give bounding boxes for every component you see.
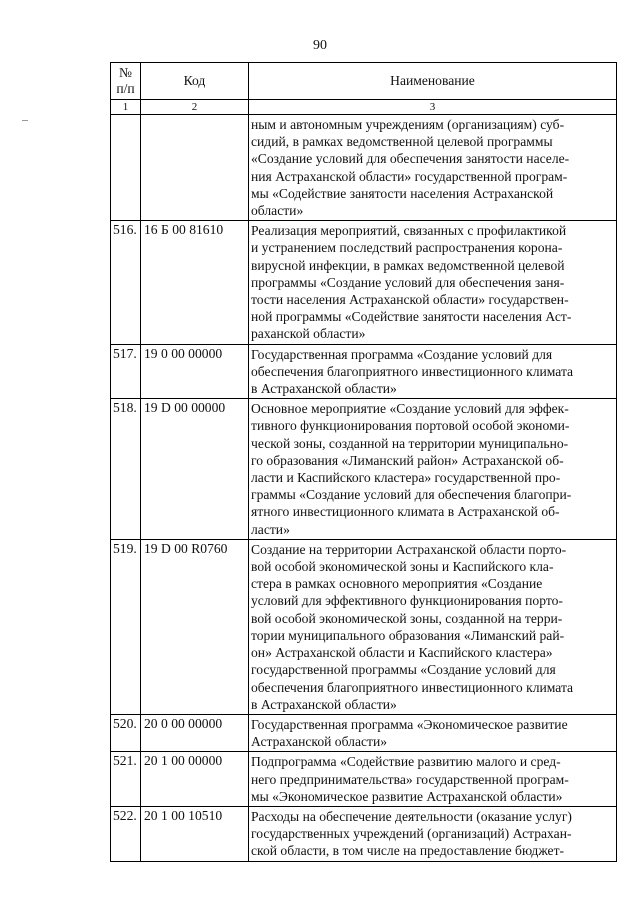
row-number: 522. xyxy=(111,806,141,861)
header-num: № п/п xyxy=(111,63,141,100)
header-code: Код xyxy=(141,63,249,100)
name-line: раханской области» xyxy=(251,326,366,342)
name-line: ласти и Каспийского кластера» государственной про- xyxy=(251,470,561,486)
row-number: 516. xyxy=(111,221,141,344)
column-index-row xyxy=(111,100,617,115)
row-number: 520. xyxy=(111,714,141,751)
name-line: ным и автономным учреждениям (организациям) суб- xyxy=(251,117,565,132)
row-code xyxy=(141,115,249,221)
name-line: Создание на территории Астраханской области порто- xyxy=(251,541,567,557)
row-code: 16 Б 00 81610 xyxy=(141,221,249,344)
name-line: Подпрограмма «Содействие развитию малого и сред- xyxy=(251,754,561,770)
row-name xyxy=(249,752,617,807)
row-code: 20 1 00 00000 xyxy=(141,752,249,807)
name-line: тории муниципального образования «Лиманский рай- xyxy=(251,627,565,643)
table-row xyxy=(111,399,617,540)
name-line: граммы «Создание условий для обеспечения благопри- xyxy=(251,487,572,503)
name-line: Основное мероприятие «Создание условий для эффек- xyxy=(251,401,569,417)
row-name xyxy=(249,115,617,221)
header-row xyxy=(111,63,617,100)
name-line: в Астраханской области» xyxy=(251,696,397,712)
name-line: и устранением последствий распространения корона- xyxy=(251,240,563,256)
row-code: 20 1 00 10510 xyxy=(141,806,249,861)
table-row xyxy=(111,806,617,861)
name-line: ской области, в том числе на предоставление бюджет- xyxy=(251,843,565,859)
row-name xyxy=(249,806,617,861)
name-line: го образования «Лиманский район» Астраханской об- xyxy=(251,452,564,468)
table-body xyxy=(111,115,617,862)
row-number: 518. xyxy=(111,399,141,540)
row-name xyxy=(249,399,617,540)
page-number: 90 xyxy=(313,38,327,53)
name-line: ятного инвестиционного климата в Астраханской об- xyxy=(251,504,560,520)
table-row xyxy=(111,752,617,807)
name-line: ческой зоны, созданной на территории муниципально- xyxy=(251,435,569,451)
name-line: мы «Содействие занятости населения Астраханской xyxy=(251,185,554,201)
name-line: сидий, в рамках ведомственной целевой программы xyxy=(251,134,553,150)
name-line: стера в рамках основного мероприятия «Создание xyxy=(251,576,543,592)
name-line: ной программы «Содействие занятости населения Аст- xyxy=(251,309,572,325)
row-code: 19 D 00 00000 xyxy=(141,399,249,540)
name-line: тивного функционирования портовой особой экономи- xyxy=(251,418,570,434)
name-line: в Астраханской области» xyxy=(251,381,397,397)
margin-mark xyxy=(22,120,28,121)
name-line: программы «Создание условий для обеспечения заня- xyxy=(251,274,565,290)
name-line: вирусной инфекции, в рамках ведомственной целевой xyxy=(251,257,565,273)
column-index: 1 xyxy=(111,100,141,115)
name-line: него предпринимательства» государственной програм- xyxy=(251,771,569,787)
row-name xyxy=(249,221,617,344)
table-row xyxy=(111,539,617,714)
name-line: государственной программы «Создание условий для xyxy=(251,662,556,678)
name-line: Государственная программа «Экономическое развитие xyxy=(251,716,568,732)
row-number: 517. xyxy=(111,344,141,399)
row-number: 519. xyxy=(111,539,141,714)
row-name xyxy=(249,344,617,399)
table-row xyxy=(111,344,617,399)
row-name xyxy=(249,714,617,751)
row-code: 19 0 00 00000 xyxy=(141,344,249,399)
name-line: государственных учреждений (организаций) Астрахан- xyxy=(251,826,572,842)
name-line: обеспечения благоприятного инвестиционного климата xyxy=(251,679,574,695)
row-number xyxy=(111,115,141,221)
name-line: вой особой экономической зоны, созданной на терри- xyxy=(251,610,563,626)
budget-classification-table xyxy=(110,62,617,862)
name-line: мы «Экономическое развитие Астраханской области» xyxy=(251,788,563,804)
name-line: ласти» xyxy=(251,521,290,537)
name-line: обеспечения благоприятного инвестиционного климата xyxy=(251,363,574,379)
table-row xyxy=(111,221,617,344)
row-code: 19 D 00 R0760 xyxy=(141,539,249,714)
name-line: ния Астраханской области» государственной програм- xyxy=(251,168,568,184)
name-line: области» xyxy=(251,203,304,219)
row-code: 20 0 00 00000 xyxy=(141,714,249,751)
column-index: 2 xyxy=(141,100,249,115)
name-line: Государственная программа «Создание условий для xyxy=(251,346,553,362)
name-line: Астраханской области» xyxy=(251,734,388,750)
name-line: тости населения Астраханской области» государствен- xyxy=(251,292,569,308)
name-line: вой особой экономической зоны и Каспийского кла- xyxy=(251,559,554,575)
column-index: 3 xyxy=(249,100,617,115)
name-line: условий для эффективного функционирования порто- xyxy=(251,593,563,609)
header-name: Наименование xyxy=(249,63,617,100)
name-line: Реализация мероприятий, связанных с профилактикой xyxy=(251,223,567,239)
table-row xyxy=(111,714,617,751)
name-line: Расходы на обеспечение деятельности (оказание услуг) xyxy=(251,808,572,824)
row-number: 521. xyxy=(111,752,141,807)
table-row xyxy=(111,115,617,221)
row-name xyxy=(249,539,617,714)
name-line: он» Астраханской области и Каспийского кластера» xyxy=(251,645,553,661)
name-line: «Создание условий для обеспечения занятости населе- xyxy=(251,151,570,167)
